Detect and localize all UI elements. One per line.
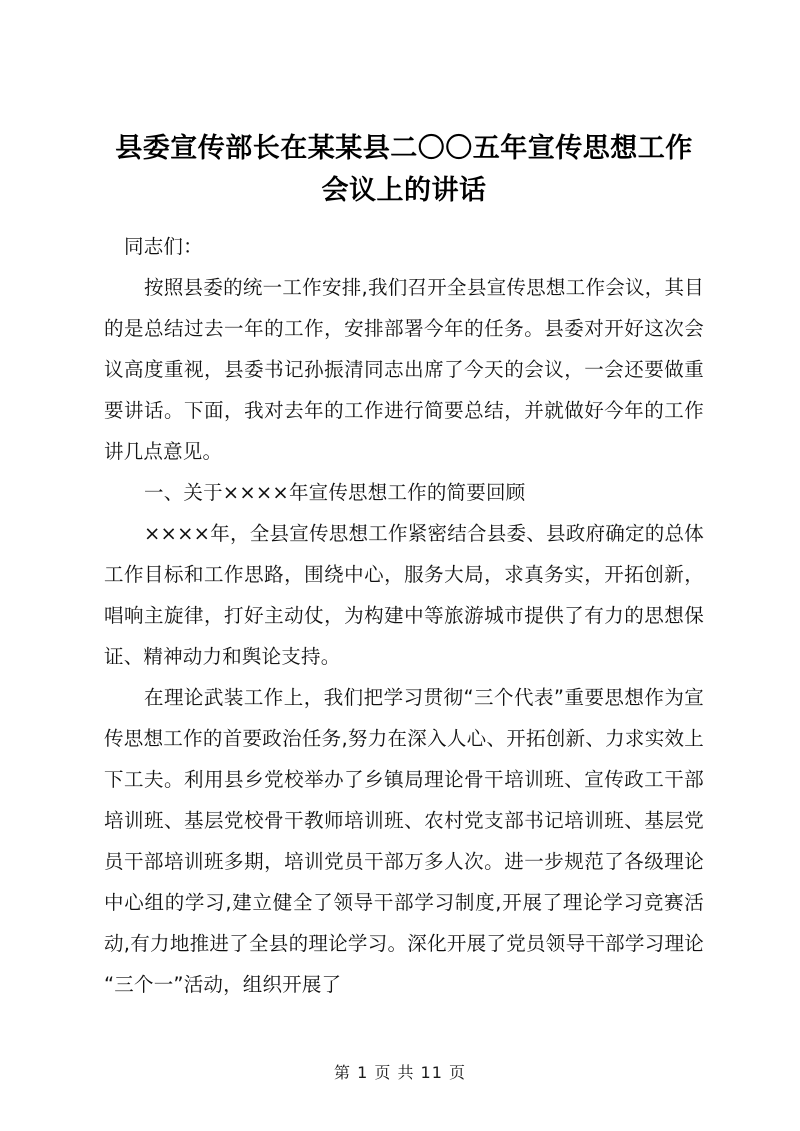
page-title: 县委宣传部长在某某县二〇〇五年宣传思想工作会议上的讲话 (115, 133, 693, 206)
paragraph-section-1-para-1: ××××年，全县宣传思想工作紧密结合县委、县政府确定的总体工作目标和工作思路，围绕中心，服务大局，求真务实，开拓创新，唱响主旋律，打好主动仗，为构建中等旅游城市提供了有力的思想保证、精神动力和舆论支持。 (104, 522, 704, 668)
paragraph-section-1-heading: 一、关于××××年宣传思想工作的简要回顾 (144, 481, 526, 504)
page-footer: 第 1 页 共 11 页 (334, 1063, 466, 1082)
paragraph-opening: 按照县委的统一工作安排,我们召开全县宣传思想工作会议，其目的是总结过去一年的工作，安排部署今年的任务。县委对开好这次会议高度重视，县委书记孙振清同志出席了今天的会议，一会还要做重要讲话。下面，我对去年的工作进行简要总结，并就做好今年的工作讲几点意见。 (104, 276, 704, 463)
paragraph-salutation: 同志们： (124, 235, 203, 258)
document-body (104, 226, 704, 1005)
paragraph-section-1-para-2: 在理论武装工作上，我们把学习贯彻“三个代表”重要思想作为宣传思想工作的首要政治任务,努力在深入人心、开拓创新、力求实效上下工夫。利用县乡党校举办了乡镇局理论骨干培训班、宣传政工干部培训班、基层党校骨干教师培训班、农村党支部书记培训班、基层党员干部培训班多期，培训党员干部万多人次。进一步规范了各级理论中心组的学习,建立健全了领导干部学习制度,开展了理论学习竞赛活动,有力地推进了全县的理论学习。深化开展了党员领导干部学习理论“三个一”活动，组织开展了 (104, 686, 704, 996)
